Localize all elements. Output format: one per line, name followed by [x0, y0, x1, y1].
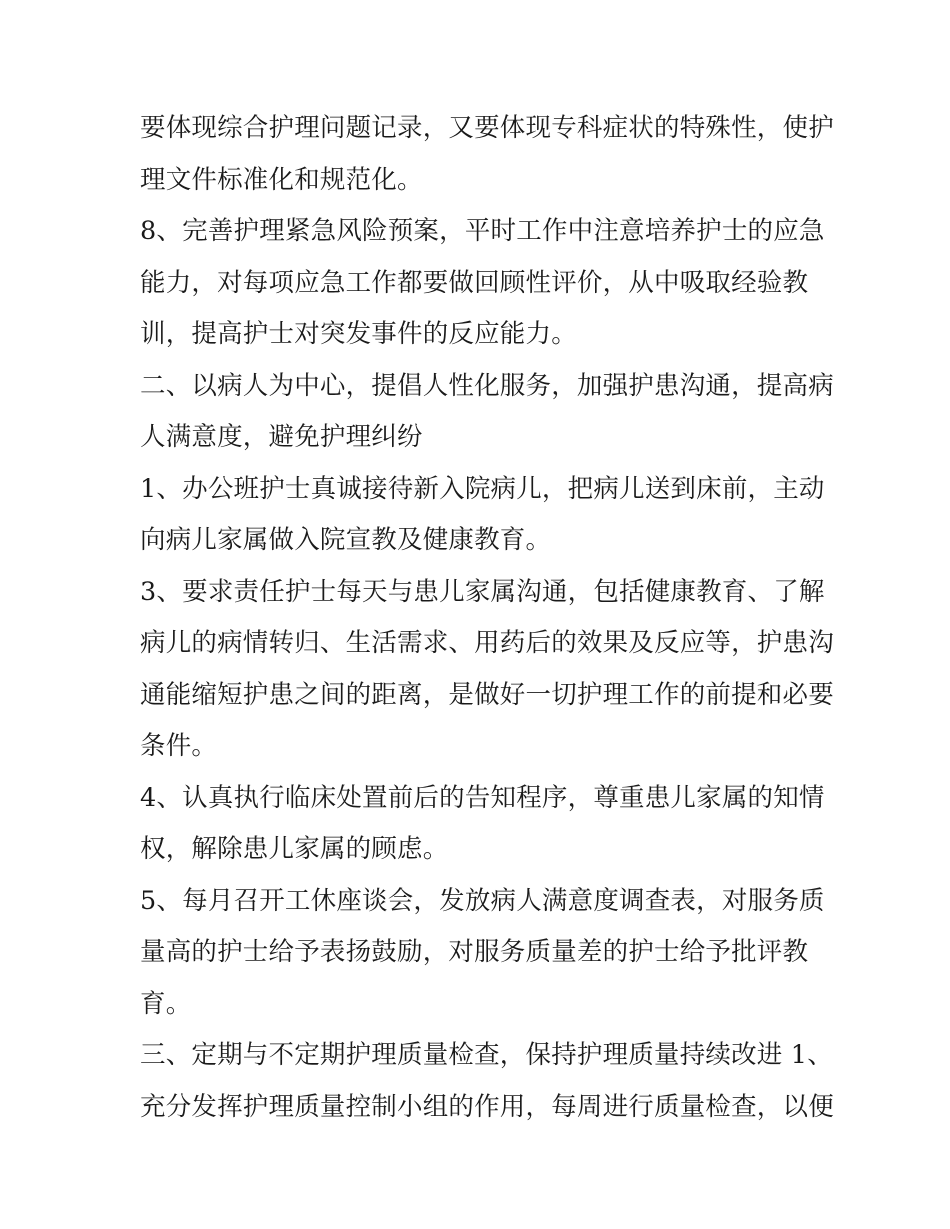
text-line: 三、定期与不定期护理质量检查，保持护理质量持续改进 1、 [140, 1040, 833, 1070]
text-line: 病儿的病情转归、生活需求、用药后的效果及反应等，护患沟 [140, 628, 834, 658]
text-line: 理文件标准化和规范化。 [140, 164, 423, 195]
document-body [140, 103, 834, 1133]
text-line: 量高的护士给予表扬鼓励，对服务质量差的护士给予批评教 [140, 937, 809, 967]
text-line: 向病儿家属做入院宣教及健康教育。 [140, 525, 552, 555]
text-line: 3、要求责任护士每天与患儿家属沟通，包括健康教育、了解 [140, 576, 825, 607]
text-line: 能力，对每项应急工作都要做回顾性评价，从中吸取经验教 [140, 267, 809, 298]
text-line: 4、认真执行临床处置前后的告知程序，尊重患儿家属的知情 [140, 782, 825, 813]
text-line: 条件。 [140, 731, 218, 761]
text-line: 人满意度，避免护理纠纷 [140, 422, 423, 452]
text-line: 1、办公班护士真诚接待新入院病儿，把病儿送到床前，主动 [140, 473, 825, 504]
text-line: 要体现综合护理问题记录，又要体现专科症状的特殊性，使护 [140, 113, 834, 143]
text-line: 通能缩短护患之间的距离，是做好一切护理工作的前提和必要 [140, 679, 834, 710]
text-line: 充分发挥护理质量控制小组的作用，每周进行质量检查，以便 [140, 1091, 834, 1122]
text-line: 8、完善护理紧急风险预案，平时工作中注意培养护士的应急 [140, 216, 825, 246]
text-line: 权，解除患儿家属的顾虑。 [140, 834, 449, 864]
text-line: 训，提高护士对突发事件的反应能力。 [140, 319, 577, 349]
text-line: 5、每月召开工休座谈会，发放病人满意度调查表，对服务质 [140, 885, 825, 916]
text-line: 育。 [140, 988, 192, 1019]
text-line: 二、以病人为中心，提倡人性化服务，加强护患沟通，提高病 [140, 370, 834, 401]
